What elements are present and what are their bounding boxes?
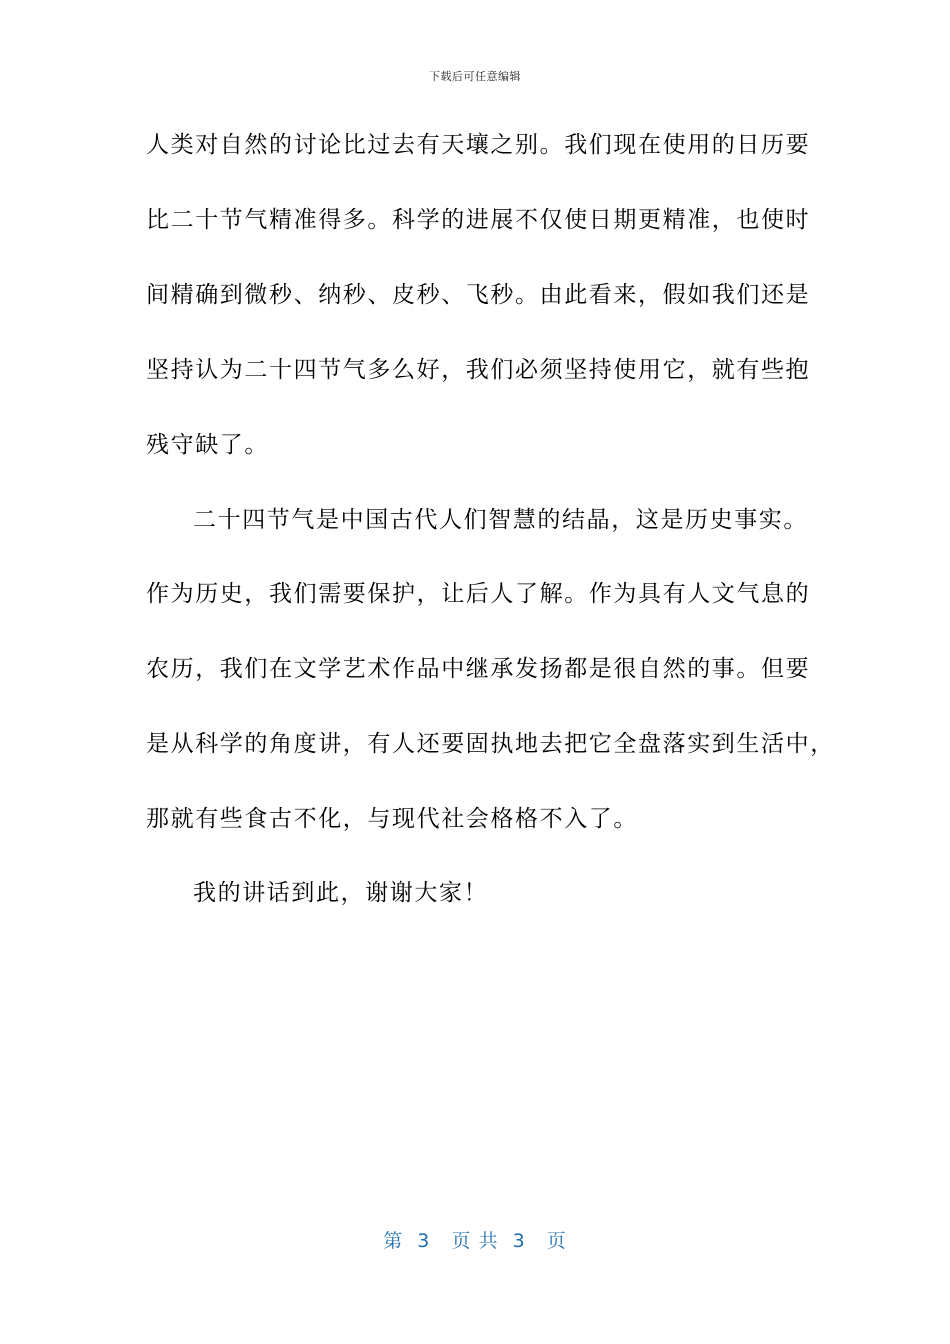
text-line: 是从科学的角度讲，有人还要固执地去把它全盘落实到生活中， [146, 731, 835, 757]
paragraph-first-line: 二十四节气是中国古代人们智慧的结晶，这是历史事实。 [193, 507, 808, 533]
closing-remark: 我的讲话到此，谢谢大家！ [193, 880, 489, 906]
text-line: 那就有些食古不化，与现代社会格格不入了。 [146, 806, 638, 832]
text-line: 作为历史，我们需要保护，让后人了解。作为具有人文气息的 [146, 581, 811, 607]
text-line: 坚持认为二十四节气多么好，我们必须坚持使用它，就有些抱 [146, 357, 811, 383]
page-header-note: 下载后可任意编辑 [429, 70, 521, 83]
text-line: 间精确到微秒、纳秒、皮秒、飞秒。由此看来，假如我们还是 [146, 282, 811, 308]
text-line: 人类对自然的讨论比过去有天壤之别。我们现在使用的日历要 [146, 132, 811, 158]
page-number: 第 3 页 共 3 页 [383, 1230, 567, 1252]
text-line: 残守缺了。 [146, 432, 269, 458]
text-line: 农历，我们在文学艺术作品中继承发扬都是很自然的事。但要 [146, 656, 811, 682]
text-line: 比二十节气精准得多。科学的进展不仅使日期更精准，也使时 [146, 207, 811, 233]
